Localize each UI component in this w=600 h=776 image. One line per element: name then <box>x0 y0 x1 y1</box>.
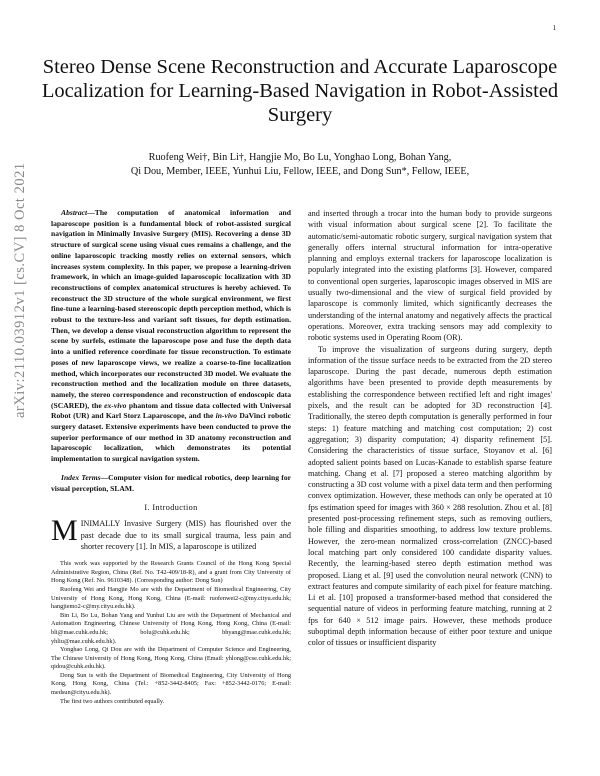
footnote-affiliation: Ruofeng Wei and Hangjie Mo are with the Department of Biomedical Engineering, City University of Hong Kong, Hong Kong, China (E-mail: ruofenwei2-c@my.cityu.edu.hk; hangjiemo2-c@my.cityu.edu.hk). <box>51 585 291 611</box>
right-column <box>308 208 552 649</box>
footnote-equal-contribution: The first two authors contributed equally. <box>60 697 165 705</box>
index-terms-lead: Index Terms <box>61 472 101 482</box>
page-number: 1 <box>552 24 556 32</box>
drop-cap: M <box>51 514 78 548</box>
abstract-text-3: DaVinci robotic surgery dataset. Extensive experiments have been conducted to prove the superior performance of our method in 3D anatomy reconstruction and laparoscopic localization, which demonstrates its potential implementation to surgical navigation system. <box>51 411 291 464</box>
section-heading: I. Introduction <box>144 503 198 513</box>
footnotes <box>51 560 291 706</box>
intro-text: INIMALLY Invasive Surgery (MIS) has flourished over the past decade due to its small surgical trauma, less pain and shorter recovery [1]. In MIS, a laparoscope is utilized <box>80 519 291 551</box>
index-terms <box>51 473 291 494</box>
author-line-2: Qi Dou, Member, IEEE, Yunhui Liu, Fellow, IEEE, and Dong Sun*, Fellow, IEEE, <box>130 166 470 177</box>
author-line-1: Ruofeng Wei†, Bin Li†, Hangjie Mo, Bo Lu, Yonghao Long, Bohan Yang, <box>148 152 452 163</box>
footnote-affiliation: Bin Li, Bo Lu, Bohan Yang and Yunhui Liu are with the Department of Mechanical and Automation Engineering, Chinese University of Hong Kong, Hong Kong, China (E-mail: bli@mae.cuhk.edu.hk; bolu@cuhk.edu.hk; bhyang@mae.cuhk.edu.hk; yhliu@mae.cuhk.edu.hk). <box>51 611 291 645</box>
left-column <box>51 208 291 706</box>
author-list <box>40 151 560 179</box>
abstract-text-2: phantom and tissue data collected with Universal Robot (UR) and Karl Storz Laparoscope, and the <box>51 400 291 421</box>
index-terms-text: —Computer vision for medical robotics, deep learning for visual perception, SLAM. <box>51 472 291 493</box>
abstract <box>51 208 291 465</box>
abstract-in-vivo: in-vivo <box>215 411 238 421</box>
footnote-affiliation: Dong Sun is with the Department of Biomedical Engineering, City University of Hong Kong, Hong Kong, China (Tel.: +852-3442-8405; Fax: +852-3442-0176; E-mail: medsun@cityu.edu.hk). <box>51 671 291 697</box>
paper-title: Stereo Dense Scene Reconstruction and Accurate Laparoscope Localization for Learning-Based Navigation in Robot-Assisted Surgery <box>41 56 559 126</box>
abstract-text-1: —The computation of anatomical information and laparoscope position is a fundamental block of robot-assisted surgical navigation in Minimally Invasive Surgery (MIS). Recovering a dense 3D structure of surgical scene using visual cues remains a challenge, and the online laparoscopic tracking mostly relies on external sensors, which increases system complexity. In this paper, we propose a learning-driven framework, in which an image-guided laparoscopic localization with 3D reconstructions of complex anatomical structures is hereby achieved. To reconstruct the 3D structure of the whole surgical environment, we first fine-tune a learning-based stereoscopic depth perception method, which is robust to the texture-less and variant soft tissues, for depth estimation. Then, we develop a dense visual reconstruction algorithm to represent the scene by surfels, estimate the laparoscope pose and fuse the depth data into a unified reference coordinate for tissue reconstruction. To estimate poses of new laparoscope views, we realize a coarse-to-fine localization method, which incorporates our reconstructed 3D model. We evaluate the reconstruction method and the localization module on three datasets, namely, the stereo correspondence and reconstruction of endoscopic data (SCARED), the <box>51 208 291 410</box>
abstract-lead: Abstract <box>61 208 88 217</box>
arxiv-stamp: arXiv:2110.03912v1 [cs.CV] 8 Oct 2021 <box>12 162 28 418</box>
body-paragraph: and inserted through a trocar into the human body to provide surgeons with visual information about surgical scene [2]. To facilitate the automatic/semi-automatic robotic surgery, surgical navigation system that generally offers internal structural information for intra-operative planning and employs external trackers for laparoscope localization is popularly integrated into the existing platforms [3]. However, compared to conventional open surgeries, laparoscopic images observed in MIS are usually two-dimensional and the view of surgical field provided by laparoscope is commonly limited, which significantly decreases the understanding of the internal anatomy and negatively affects the practical operations. Moreover, extra tracking sensors may add complexity to robotic systems used in Operating Room (OR). <box>308 209 552 343</box>
footnote-affiliation: Yonghao Long, Qi Dou are with the Department of Computer Science and Engineering, The Chinese University of Hong Kong, Hong Kong, China (Email: yhlong@cse.cuhk.edu.hk; qidou@cuhk.edu.hk). <box>51 646 291 671</box>
footnote-funding: This work was supported by the Research Grants Council of the Hong Kong Special Administrative Region, China (Ref. No. T42-409/18-R), and a grant from City University of Hong Kong (Ref. No. 9610348). (Corresponding author: Dong Sun) <box>51 560 291 585</box>
intro-paragraph <box>51 514 291 552</box>
body-paragraph: To improve the visualization of surgeons during surgery, depth information of the tissue surface needs to be extracted from the 2D stereo laparoscope. During the past decade, numerous depth estimation algorithms have been presented to provide depth measurements by establishing the correspondence between rectified left and right images' pixels, and the result can be adopted for 3D reconstruction [4]. Traditionally, the stereo depth computation is generally performed in four steps: 1) feature matching and matching cost computation; 2) cost aggregation; 3) disparity computation; 4) disparity refinement [5]. Considering the characteristics of tissue surface, Stoyanov et al. [6] adopted salient points based on Lucas-Kanade to establish sparse feature matching. Chang et al. [7] proposed a stereo matching algorithm by constructing a 3D cost volume with a pixel data term and then performing convex optimization. However, these methods can only be operated at 10 fps estimation speed for images with 360 × 288 resolution. Zhou et al. [8] presented post-processing refinement steps, such as removing outliers, hole filling and disparities smoothing, to address low texture problems. However, the zero-mean normalized cross-correlation (ZNCC)-based local matching part only considered 100 candidate disparity values. Recently, the learning-based stereo depth estimation method was proposed. Liang et al. [9] used the convolution neural network (CNN) to extract features and compute similarity of each pixel for feature matching. Li et al. [10] proposed a transformer-based method that considered the sequential nature of videos in performing feature matching, running at 2 fps for 640 × 512 image pairs. However, these methods produce suboptimal depth information because of either poor texture and unique color of tissues or insufficient disparity <box>308 344 552 648</box>
abstract-ex-vivo: ex-vivo <box>104 400 127 410</box>
